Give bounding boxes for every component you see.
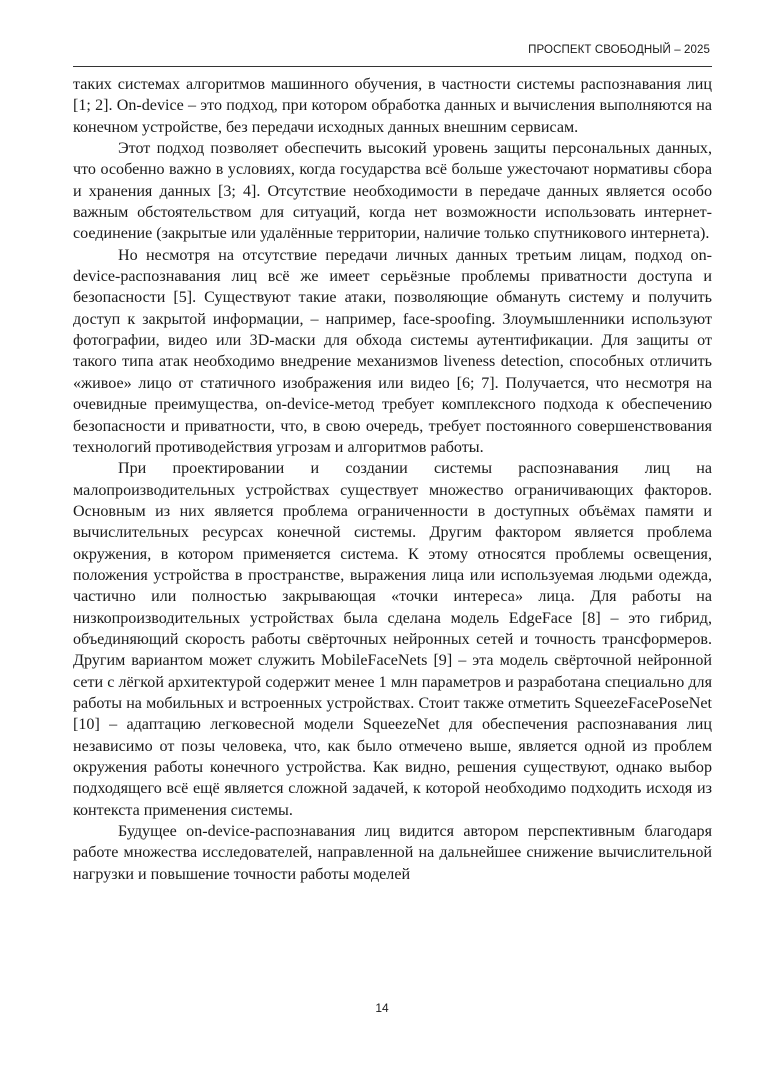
article-body	[73, 74, 712, 885]
paragraph-continuation: таких системах алгоритмов машинного обучения, в частности системы распознавания лиц [1; 2]. On-device – это подход, при котором обработка данных и вычисления выполняются на конечном устройстве, без передачи исходных данных внешним сервисам.	[73, 76, 712, 136]
header-rule	[73, 66, 712, 67]
paragraph-security: Но несмотря на отсутствие передачи личных данных третьим лицам, подход on-device-распознавания лиц всё же имеет серьёзные проблемы приватности доступа и безопасности [5]. Существуют такие атаки, позволяющие обмануть систему и получить доступ к закрытой информации, – например, face-spoofing. Злоумышленники используют фотографии, видео или 3D-маски для обхода системы аутентификации. Для защиты от такого типа атак необходимо внедрение механизмов liveness detection, способных отличить «живое» лицо от статичного изображения или видео [6; 7]. Получается, что несмотря на очевидные преимущества, on-device-метод требует комплексного подхода к обеспечению безопасности и приватности, что, в свою очередь, требует постоянного совершенствования технологий противодействия угрозам и алгоритмов работы.	[73, 246, 712, 456]
paragraph-privacy: Этот подход позволяет обеспечить высокий уровень защиты персональных данных, что особенно важно в условиях, когда государства всё больше ужесточают нормативы сбора и хранения данных [3; 4]. Отсутствие необходимости в передаче данных является особо важным обстоятельством для ситуаций, когда нет возможности использовать интернет-соединение (закрытые или удалённые территории, наличие только спутникового интернета).	[73, 140, 712, 243]
paragraph-future: Будущее on-device-распознавания лиц видится автором перспективным благодаря работе множества исследователей, направленной на дальнейшее снижение вычислительной нагрузки и повышение точности работы моделей	[73, 823, 712, 883]
running-header: ПРОСПЕКТ СВОБОДНЫЙ – 2025	[528, 44, 710, 56]
page-number: 14	[375, 1001, 389, 1015]
paragraph-constraints: При проектировании и создании системы распознавания лиц на малопроизводительных устройствах существует множество ограничивающих факторов. Основным из них является проблема ограниченности в доступных объёмах памяти и вычислительных ресурсах конечной системы. Другим фактором является проблема окружения, в котором применяется система. К этому относятся проблемы освещения, положения устройства в пространстве, выражения лица или используемая людьми одежда, частично или полностью закрывающая «точки интереса» лица. Для работы на низкопроизводительных устройствах была сделана модель EdgeFace [8] – это гибрид, объединяющий скорость работы свёрточных нейронных сетей и точность трансформеров. Другим вариантом может служить MobileFaceNets [9] – эта модель свёрточной нейронной сети с лёгкой архитектурой содержит менее 1 млн параметров и разработана специально для работы на мобильных и встроенных устройствах. Стоит также отметить SqueezeFacePoseNet [10] – адаптацию легковесной модели SqueezeNet для обеспечения распознавания лиц независимо от позы человека, что, как было отмечено выше, является одной из проблем окружения работы конечного устройства. Как видно, решения существуют, однако выбор подходящего всё ещё является сложной задачей, к которой необходимо подходить исходя из контекста применения системы.	[73, 460, 712, 819]
